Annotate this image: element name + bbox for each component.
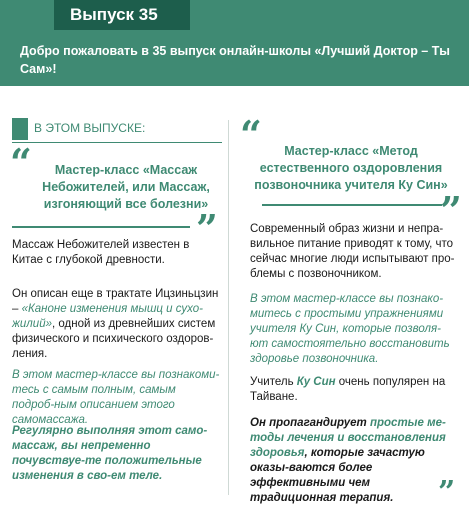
left-paragraph-3: В этом мастер-классе вы познакоми-тесь с самым полным, самым подроб-ным описанием этого самомассажа. xyxy=(12,369,220,426)
right-p3-end: очень популярен на Тайване. xyxy=(250,376,446,403)
welcome-text: Добро пожаловать в 35 выпуск онлайн-школы «Лучший Доктор – Ты Сам»! xyxy=(20,44,450,76)
close-quote-icon: ” xyxy=(438,475,452,510)
left-paragraph-2 xyxy=(12,287,220,362)
right-p4-c: , которые зачастую оказы-ваются более эффективными чем традиционная терапия. xyxy=(250,447,425,504)
right-feature-title: Мастер-класс «Метод естественного оздоровления позвоночника учителя Ку Син» xyxy=(254,144,448,192)
teacher-name: Ку Син xyxy=(296,376,336,388)
methods-highlight: простые ме-тоды лечения и восстановления здоровья xyxy=(250,417,446,459)
close-quote-icon: ” xyxy=(196,206,214,251)
right-paragraph-3 xyxy=(250,375,458,405)
section-label: В ЭТОМ ВЫПУСКЕ: xyxy=(34,121,146,135)
canon-title: «Каноне изменения мышц и сухо-жилий» xyxy=(12,303,203,330)
left-feature-title: Мастер-класс «Массаж Небожителей, или Массаж, изгоняющий все болезни» xyxy=(42,163,210,211)
open-quote-icon: “ xyxy=(240,112,258,157)
left-paragraph-4: Регулярно выполняя этот само-массаж, вы непременно почувствуе-те положительные изменения в сво-ем теле. xyxy=(12,425,208,482)
open-quote-icon: “ xyxy=(10,140,28,185)
right-p4-a: Он пропагандирует xyxy=(250,417,370,429)
right-paragraph-2: В этом мастер-классе вы познако-митесь с простыми упражнениями учителя Ку Син, которые позволя-ют самостоятельно восстановить здоровье позвоночника. xyxy=(250,293,450,365)
section-header xyxy=(12,116,222,143)
section-marker xyxy=(12,118,28,140)
close-quote-icon: ” xyxy=(440,188,458,233)
right-paragraph-1: Современный образ жизни и непра-вильное питание приводят к тому, что сейчас многие люди испытывают про-блемы с позвоночником. xyxy=(250,223,455,280)
issue-tab xyxy=(54,0,190,30)
right-paragraph-4 xyxy=(250,416,458,510)
left-p2-start: Он описан еще в трактате Ицзиньцзин – xyxy=(12,288,219,315)
right-p3-start: Учитель xyxy=(250,376,297,388)
column-divider xyxy=(228,120,229,495)
issue-label: Выпуск 35 xyxy=(70,5,158,24)
left-paragraph-1: Массаж Небожителей известен в Китае с глубокой древности. xyxy=(12,239,190,266)
left-title-rule xyxy=(12,226,190,228)
left-p2-end: , одной из древнейших систем физического и психического оздоров-ления. xyxy=(12,318,216,360)
right-title-rule xyxy=(262,204,442,206)
issue-banner xyxy=(0,0,469,86)
